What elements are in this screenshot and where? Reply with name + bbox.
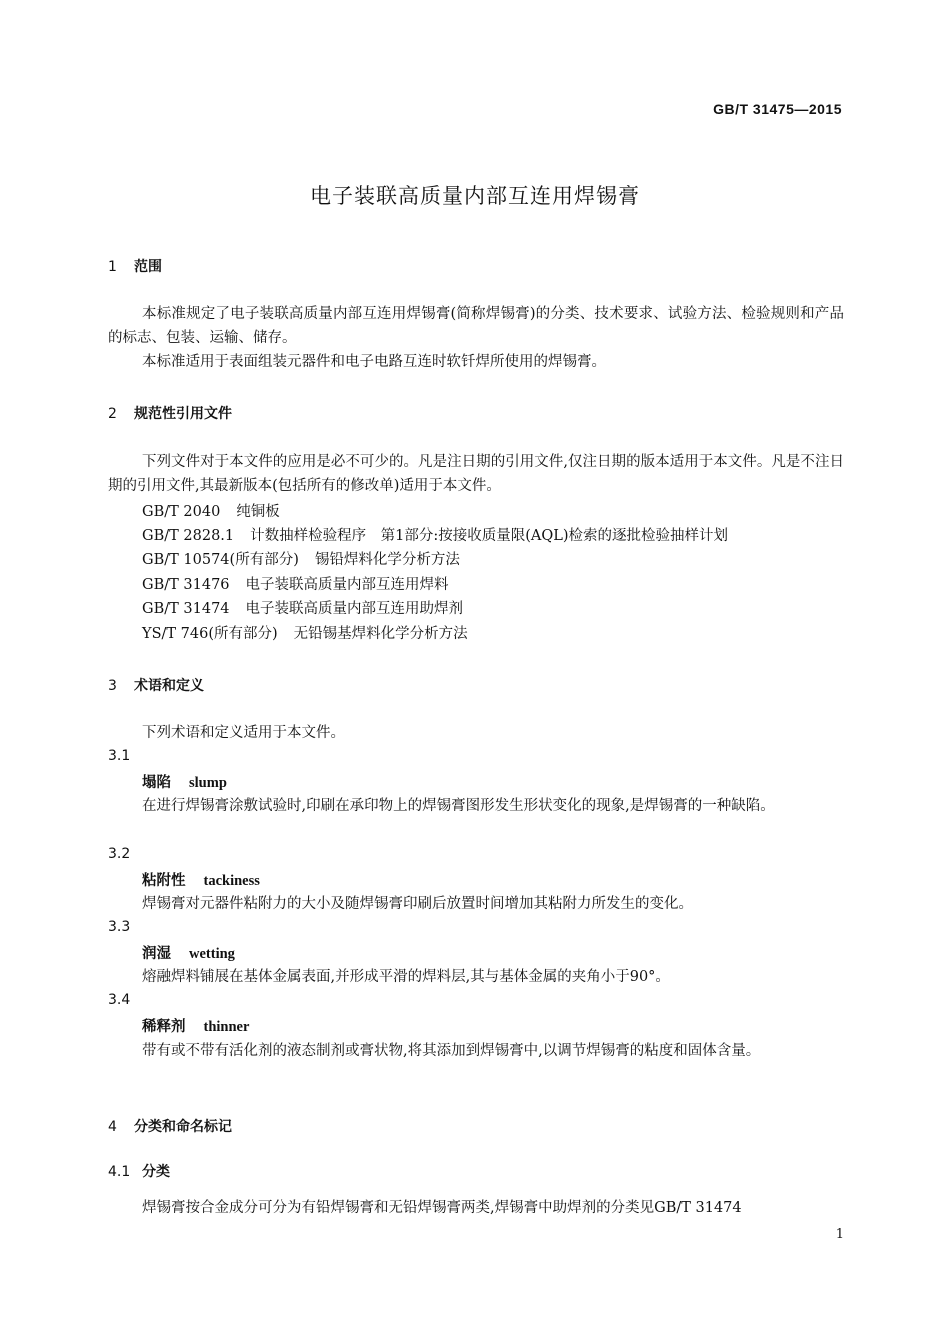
- section-title: 规范性引用文件: [134, 406, 232, 422]
- term-entry: [142, 942, 235, 963]
- section-number: 4: [108, 1119, 117, 1135]
- document-title: 电子装联高质量内部互连用焊锡膏: [310, 184, 640, 208]
- clause-number: 3.1: [108, 748, 131, 764]
- section-title: 范围: [134, 259, 162, 275]
- term-entry: [142, 869, 260, 890]
- reference-title: 无铅锡基焊料化学分析方法: [293, 626, 468, 642]
- reference-code: GB/T 31476: [142, 577, 230, 593]
- paragraph: 本标准规定了电子装联高质量内部互连用焊锡膏(简称焊锡膏)的分类、技术要求、试验方法、检验规则和产品的标志、包装、运输、储存。: [108, 306, 844, 346]
- reference-title: 电子装联高质量内部互连用焊料: [245, 577, 449, 593]
- reference-title: 纯铜板: [236, 504, 280, 520]
- clause-number: 3.4: [108, 992, 131, 1008]
- term-definition: 带有或不带有活化剂的液态制剂或膏状物,将其添加到焊锡膏中,以调节焊锡膏的粘度和固体含量。: [142, 1043, 761, 1059]
- reference-code: GB/T 2040: [142, 504, 221, 520]
- reference-item: [142, 573, 449, 594]
- reference-code: YS/T 746(所有部分): [142, 626, 278, 642]
- section-4-heading: [108, 1116, 232, 1136]
- clause-number: 3.2: [108, 846, 131, 862]
- term-entry: [142, 1015, 249, 1036]
- term-chinese: 润湿: [142, 945, 171, 962]
- paragraph: 本标准适用于表面组装元器件和电子电路互连时软钎焊所使用的焊锡膏。: [142, 354, 606, 370]
- reference-item: [142, 500, 280, 521]
- section-3-heading: [108, 675, 204, 695]
- subsection-title: 分类: [142, 1164, 170, 1180]
- term-entry: [142, 771, 227, 792]
- term-english: tackiness: [203, 873, 260, 889]
- reference-item: [142, 622, 468, 643]
- page-number: 1: [835, 1227, 844, 1242]
- term-definition: 熔融焊料铺展在基体金属表面,并形成平滑的焊料层,其与基体金属的夹角小于90°。: [142, 969, 670, 985]
- reference-title: 计数抽样检验程序 第1部分:按接收质量限(AQL)检索的逐批检验抽样计划: [250, 528, 729, 544]
- section-number: 1: [108, 259, 117, 275]
- reference-item: [142, 524, 728, 545]
- term-english: thinner: [203, 1019, 250, 1035]
- section-number: 2: [108, 406, 117, 422]
- term-chinese: 粘附性: [142, 872, 186, 889]
- subsection-4-1-heading: [108, 1161, 170, 1181]
- paragraph: 焊锡膏按合金成分可分为有铅焊锡膏和无铅焊锡膏两类,焊锡膏中助焊剂的分类见GB/T 31474: [142, 1200, 742, 1216]
- term-english: slump: [189, 775, 227, 791]
- clause-number: 3.3: [108, 919, 131, 935]
- reference-code: GB/T 31474: [142, 601, 230, 617]
- standard-number: GB/T 31475—2015: [713, 101, 842, 117]
- reference-item: [142, 597, 463, 618]
- reference-code: GB/T 2828.1: [142, 528, 235, 544]
- reference-code: GB/T 10574(所有部分): [142, 552, 299, 568]
- term-english: wetting: [189, 946, 235, 962]
- term-definition: 在进行焊锡膏涂敷试验时,印刷在承印物上的焊锡膏图形发生形状变化的现象,是焊锡膏的一种缺陷。: [142, 798, 775, 814]
- reference-title: 锡铅焊料化学分析方法: [314, 552, 460, 568]
- subsection-number: 4.1: [108, 1164, 131, 1180]
- reference-item: [142, 548, 460, 569]
- paragraph: 下列术语和定义适用于本文件。: [142, 725, 345, 741]
- section-2-heading: [108, 403, 232, 423]
- section-title: 术语和定义: [134, 678, 204, 694]
- reference-title: 电子装联高质量内部互连用助焊剂: [245, 601, 464, 617]
- section-1-heading: [108, 256, 162, 276]
- paragraph: 下列文件对于本文件的应用是必不可少的。凡是注日期的引用文件,仅注日期的版本适用于本文件。凡是不注日期的引用文件,其最新版本(包括所有的修改单)适用于本文件。: [108, 454, 844, 494]
- section-title: 分类和命名标记: [134, 1119, 232, 1135]
- section-number: 3: [108, 678, 117, 694]
- term-definition: 焊锡膏对元器件粘附力的大小及随焊锡膏印刷后放置时间增加其粘附力所发生的变化。: [142, 896, 693, 912]
- term-chinese: 塌陷: [142, 774, 171, 791]
- term-chinese: 稀释剂: [142, 1018, 186, 1035]
